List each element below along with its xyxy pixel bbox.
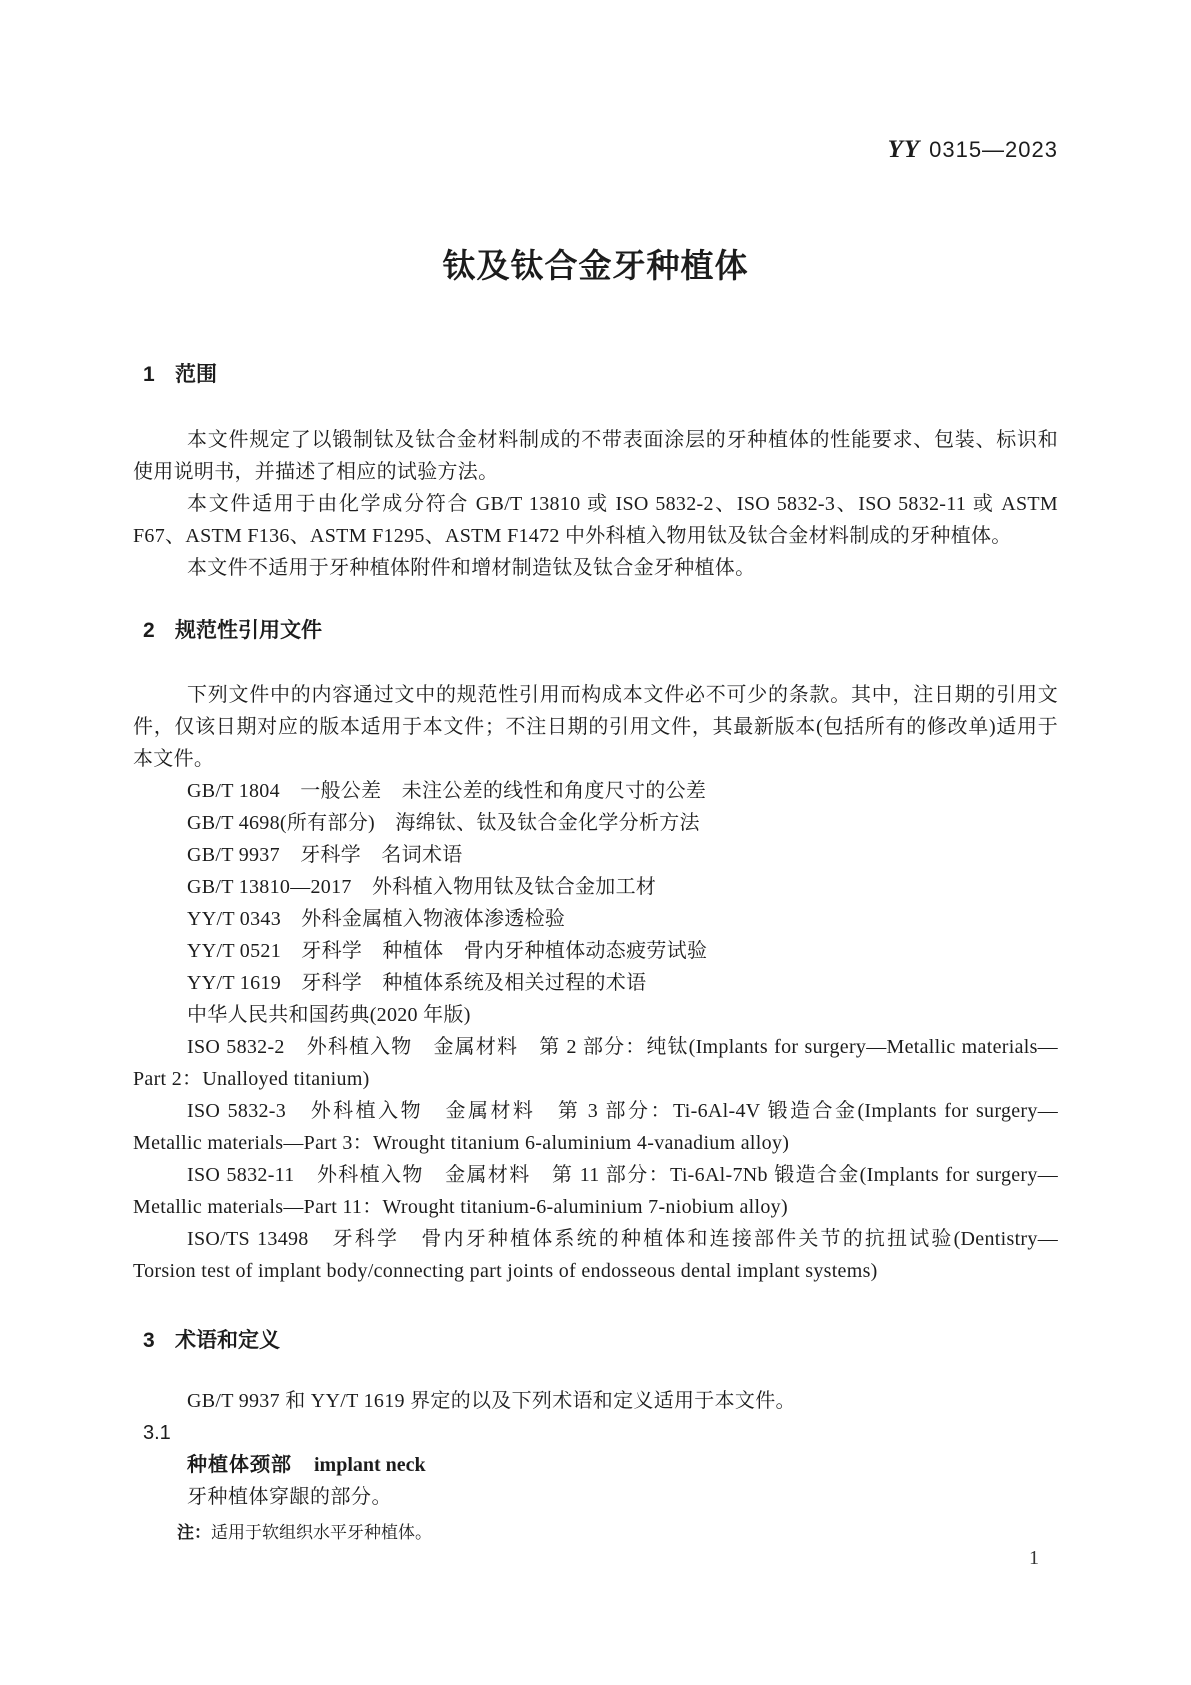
section-2-title: 规范性引用文件 [175,619,322,642]
page-content [0,134,1191,1545]
reference-item-4: GB/T 13810—2017 外科植入物用钛及钛合金加工材 [187,876,657,898]
note-label: 注： [177,1523,211,1542]
reference-item-3: GB/T 9937 牙科学 名词术语 [187,844,463,866]
term-definition: 牙种植体穿龈的部分。 [187,1486,392,1508]
terms-intro: GB/T 9937 和 YY/T 1619 界定的以及下列术语和定义适用于本文件。 [187,1390,796,1412]
document-title: 钛及钛合金牙种植体 [442,247,749,284]
term-note [133,1521,1058,1545]
section-2-heading [133,615,1058,647]
section-1-number: 1 [143,363,155,386]
section-3-number: 3 [143,1329,155,1352]
reference-item-11: ISO 5832-11 外科植入物 金属材料 第 11 部分：Ti-6Al-7Nb 锻造合金(Implants for surgery—Metallic materials—Part 11：Wrought titanium-6-aluminium 7-niobium alloy) [133,1164,1058,1218]
section-2-number: 2 [143,619,155,642]
reference-item-7: YY/T 1619 牙科学 种植体系统及相关过程的术语 [187,972,647,994]
reference-item-6: YY/T 0521 牙科学 种植体 骨内牙种植体动态疲劳试验 [187,940,708,962]
term-entry [133,1449,1058,1481]
section-1-heading [133,359,1058,391]
term-zh: 种植体颈部 [187,1454,292,1476]
normative-refs-intro: 下列文件中的内容通过文中的规范性引用而构成本文件必不可少的条款。其中，注日期的引用文件，仅该日期对应的版本适用于本文件；不注日期的引用文件，其最新版本(包括所有的修改单)适用于本文件。 [133,684,1058,770]
reference-item-2: GB/T 4698(所有部分) 海绵钛、钛及钛合金化学分析方法 [187,812,700,834]
reference-item-1: GB/T 1804 一般公差 未注公差的线性和角度尺寸的公差 [187,780,707,802]
section-3-title: 术语和定义 [175,1329,280,1352]
standard-code-prefix: YY [887,136,921,163]
scope-paragraph-2: 本文件适用于由化学成分符合 GB/T 13810 或 ISO 5832-2、ISO 5832-3、ISO 5832-11 或 ASTM F67、ASTM F136、ASTM F1295、ASTM F1472 中外科植入物用钛及钛合金材料制成的牙种植体。 [133,493,1058,547]
reference-item-8: 中华人民共和国药典(2020 年版) [187,1004,471,1026]
clause-3-1-number: 3.1 [143,1422,171,1444]
reference-item-10: ISO 5832-3 外科植入物 金属材料 第 3 部分：Ti-6Al-4V 锻造合金(Implants for surgery—Metallic materials—Part 3：Wrought titanium 6-aluminium 4-vanadium alloy) [133,1100,1058,1154]
note-text: 适用于软组织水平牙种植体。 [211,1523,432,1542]
page-number: 1 [1029,1547,1039,1569]
standard-code [133,134,1058,169]
section-3-heading [133,1325,1058,1357]
reference-item-9: ISO 5832-2 外科植入物 金属材料 第 2 部分：纯钛(Implants for surgery—Metallic materials—Part 2：Unalloyed titanium) [133,1036,1058,1090]
reference-item-12: ISO/TS 13498 牙科学 骨内牙种植体系统的种植体和连接部件关节的抗扭试验(Dentistry—Torsion test of implant body/connecting part joints of endosseous dental implant systems) [133,1228,1058,1282]
scope-paragraph-1: 本文件规定了以锻制钛及钛合金材料制成的不带表面涂层的牙种植体的性能要求、包装、标识和使用说明书，并描述了相应的试验方法。 [133,429,1058,483]
section-1-title: 范围 [175,363,217,386]
term-en: implant neck [314,1454,426,1476]
standard-code-number: 0315—2023 [929,137,1058,162]
reference-item-5: YY/T 0343 外科金属植入物液体渗透检验 [187,908,566,930]
scope-paragraph-3: 本文件不适用于牙种植体附件和增材制造钛及钛合金牙种植体。 [187,557,756,579]
